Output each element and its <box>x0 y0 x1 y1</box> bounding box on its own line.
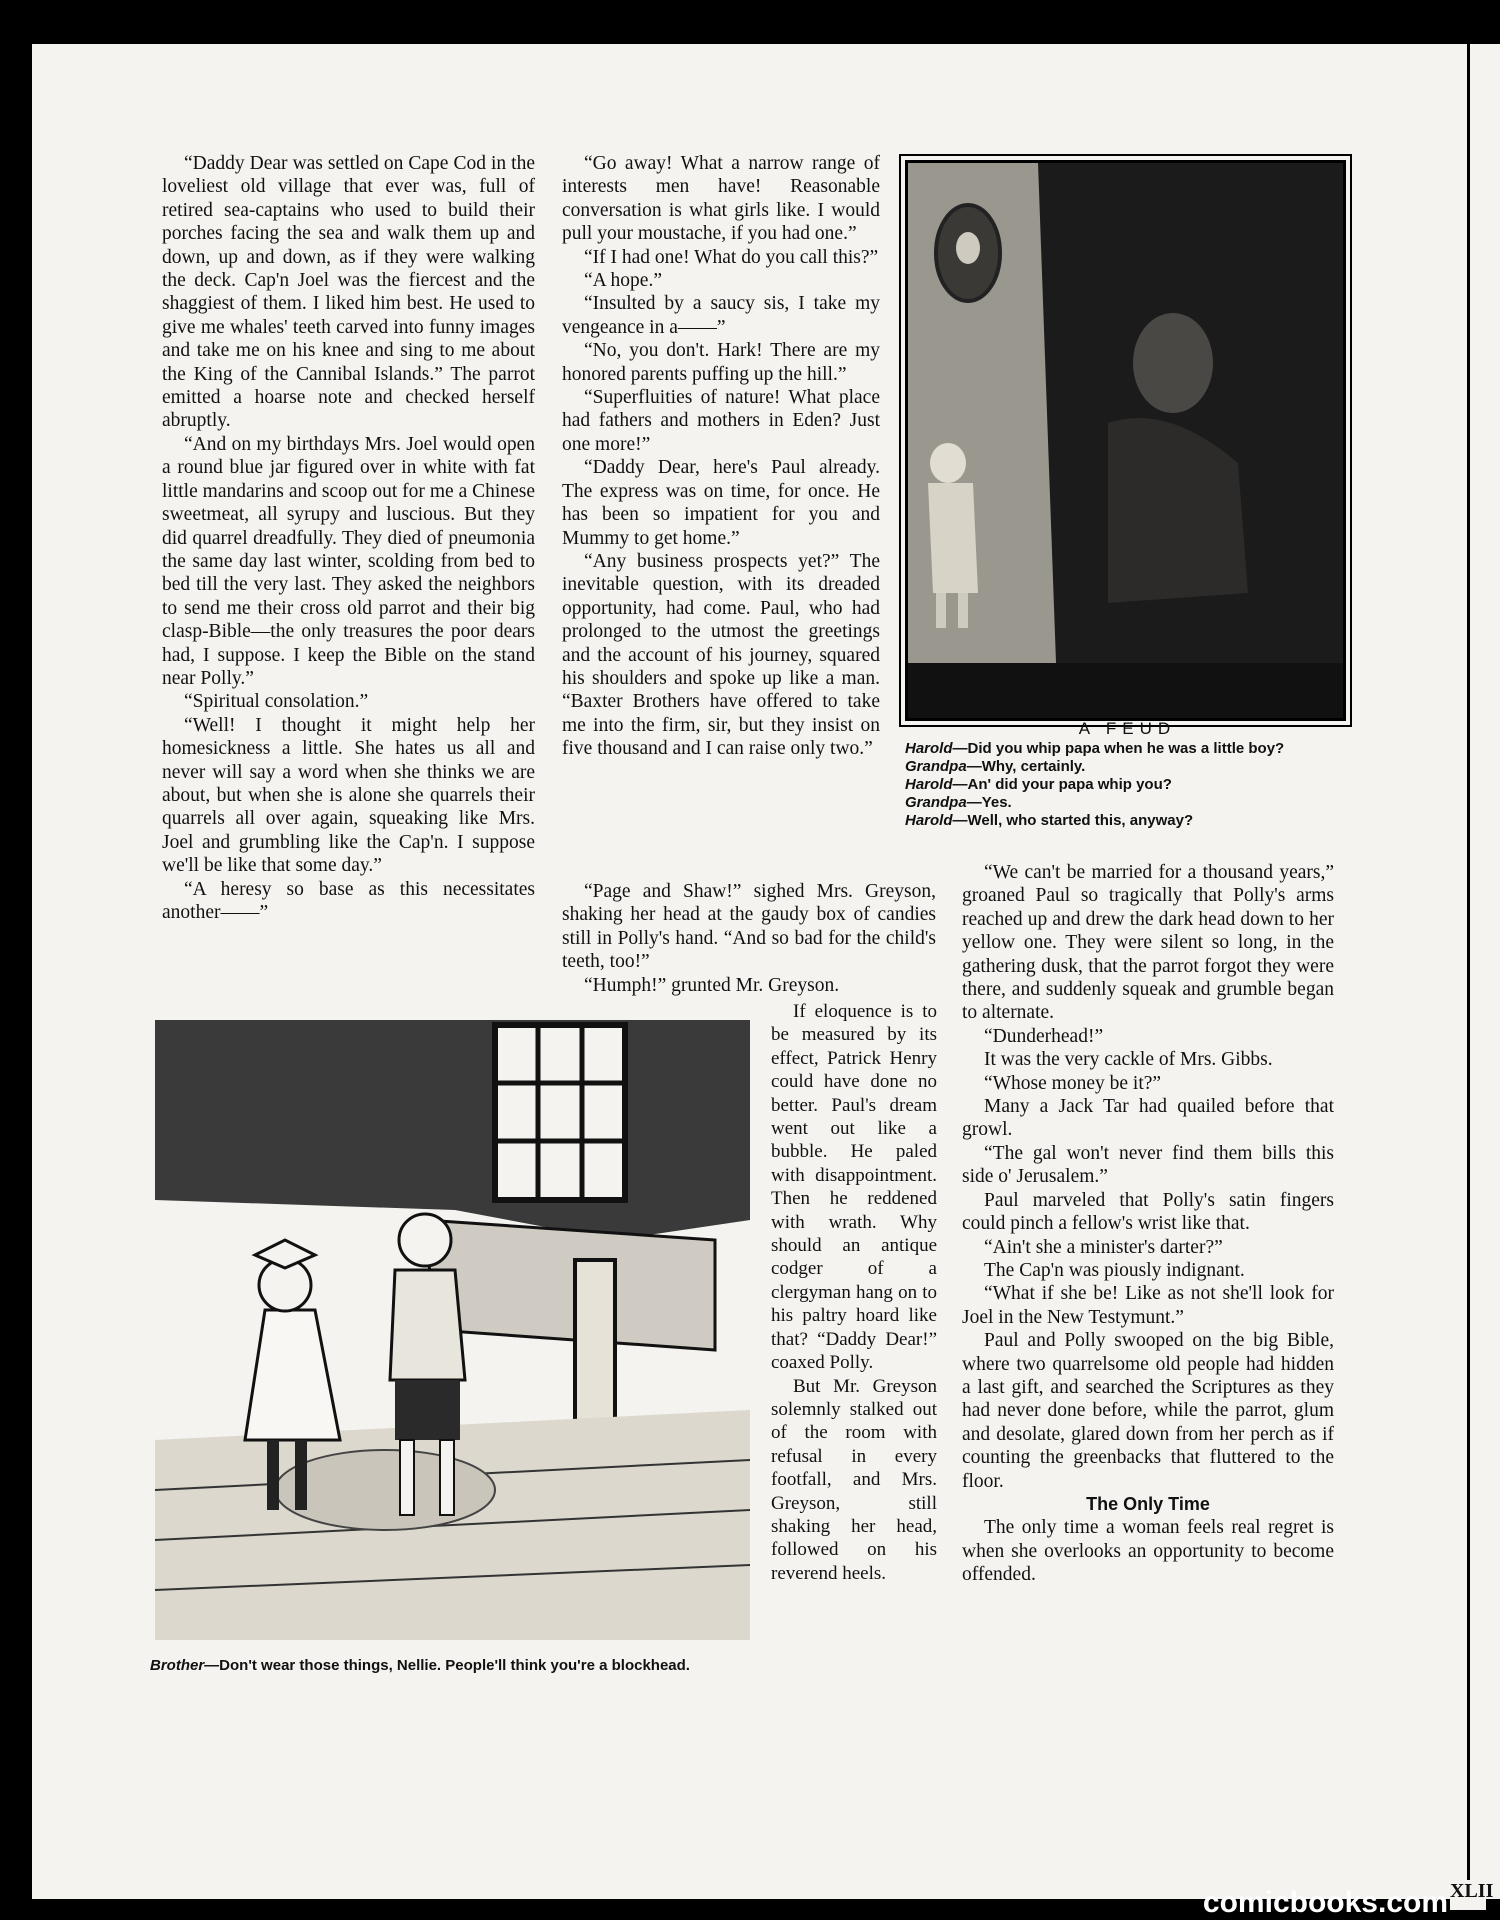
paragraph: “Insulted by a saucy sis, I take my vengeance in a——” <box>562 293 880 338</box>
dialogue-line <box>905 776 1350 794</box>
paragraph: But Mr. Greyson solemnly stalked out of the room with refusal in every footfall, and Mrs. Greyson, still shaking her head, followed on his reverend heels. <box>771 1375 937 1584</box>
dialogue-line <box>905 740 1350 758</box>
feud-illustration <box>905 160 1346 721</box>
page-number: XLII <box>1450 1880 1486 1910</box>
section-heading: The Only Time <box>1086 1493 1210 1514</box>
watermark: comicbooks.com <box>1202 1886 1448 1919</box>
paragraph: Many a Jack Tar had quailed before that growl. <box>962 1096 1334 1141</box>
paragraph: “A heresy so base as this necessitates another——” <box>162 878 535 923</box>
dialogue-text: —Did you whip papa when he was a little boy? <box>952 740 1285 757</box>
speaker: Grandpa <box>905 794 967 811</box>
paragraph: “Daddy Dear was settled on Cape Cod in the loveliest old village that ever was, full of retired sea-captains who used to build their porches facing the sea and walk them up and down, up and down, as if they were walking the deck. Cap'n Joel was the fiercest and the shaggiest of them. I liked him best. He used to give me whales' teeth carved into funny images and take me on his knee and sing to me about the King of the Cannibal Islands.” The parrot emitted a hoarse note and checked herself abruptly. <box>162 153 535 432</box>
dialogue-text: —Yes. <box>966 794 1012 811</box>
column-2 <box>562 152 880 761</box>
next-page-edge <box>1467 44 1500 1899</box>
paragraph: If eloquence is to be measured by its effect, Patrick Henry could have done no better. Paul's dream went out like a bubble. He paled with disappointment. Then he reddened with wrath. Why should an antique codger of a clergyman hang on to his paltry hoard like that? “Daddy Dear!” coaxed Polly. <box>771 1001 937 1374</box>
workshop-illustration <box>155 1020 750 1640</box>
workshop-caption <box>150 1657 760 1674</box>
paragraph: Paul marveled that Polly's satin fingers could pinch a fellow's wrist like that. <box>962 1189 1334 1235</box>
paragraph: The only time a woman feels real regret is when she overlooks an opportunity to become offended. <box>962 1517 1334 1586</box>
dialogue-line <box>905 758 1350 776</box>
paragraph: “Superfluities of nature! What place had fathers and mothers in Eden? Just one more!” <box>562 387 880 455</box>
dialogue-line <box>905 794 1350 812</box>
speaker: Grandpa <box>905 758 967 775</box>
column-3-narrow <box>771 1000 937 1585</box>
workshop-drawing <box>155 1020 750 1640</box>
dialogue-text: —Why, certainly. <box>966 758 1086 775</box>
paragraph: “Page and Shaw!” sighed Mrs. Greyson, shaking her head at the gaudy box of candies still in Polly's hand. “And so bad for the child's teeth, too!” <box>562 881 936 973</box>
dialogue-text: —An' did your papa whip you? <box>952 776 1172 793</box>
feud-caption <box>905 720 1350 830</box>
column-1 <box>162 152 535 924</box>
paragraph: “What if she be! Like as not she'll look for Joel in the New Testymunt.” <box>962 1283 1334 1328</box>
speaker: Harold <box>905 776 953 793</box>
paragraph: “Go away! What a narrow range of interests men have! Reasonable conversation is what girls like. I would pull your moustache, if you had one.” <box>562 153 880 245</box>
paragraph: “Any business prospects yet?” The inevitable question, with its dreaded opportunity, had come. Paul, who had prolonged to the utmost the greetings and the account of his journey, squared his shoulders and spoke up like a man. “Baxter Brothers have offered to take me into the firm, sir, but they insist on five thousand and I can raise only two.” <box>562 550 880 760</box>
dialogue-text: —Well, who started this, anyway? <box>952 812 1194 829</box>
caption-text: —Don't wear those things, Nellie. People'll think you're a blockhead. <box>204 1657 690 1674</box>
paragraph: “Spiritual consolation.” <box>184 691 369 713</box>
feud-title: A FEUD <box>1078 719 1177 738</box>
paragraph: “We can't be married for a thousand years,” groaned Paul so tragically that Polly's arms reached up and drew the dark head down to her yellow one. They were silent so long, in the gathering dusk, that the parrot forgot they were there, and suddenly squeak and grumble began to alternate. <box>962 862 1334 1024</box>
paragraph: “Dunderhead!” <box>984 1025 1104 1047</box>
paragraph: “Daddy Dear, here's Paul already. The express was on time, for once. He has been so impatient for you and Mummy to get home.” <box>562 457 880 549</box>
dialogue-line <box>905 812 1350 830</box>
paragraph: “The gal won't never find them bills this side o' Jerusalem.” <box>962 1142 1334 1188</box>
paragraph: The Cap'n was piously indignant. <box>984 1259 1245 1281</box>
speaker: Harold <box>905 812 953 829</box>
paragraph: “Whose money be it?” <box>984 1072 1162 1094</box>
paragraph: Paul and Polly swooped on the big Bible, where two quarrelsome old people had hidden a last gift, and searched the Scriptures as they had never done before, while the parrot, glum and desolate, glared down from her perch as if counting the greenbacks that fluttered to the floor. <box>962 1330 1334 1492</box>
paragraph: “Well! I thought it might help her homesickness a little. She hates us all and never will say a word when she thinks we are about, but when she is alone she quarrels their quarrels all over again, squeaking like Mrs. Joel and grumbling like the Cap'n. I suppose we'll be like that some day.” <box>162 714 535 877</box>
paragraph: “If I had one! What do you call this?” <box>584 246 879 268</box>
column-2-continued <box>562 880 936 997</box>
paragraph: “Humph!” grunted Mr. Greyson. <box>584 974 840 996</box>
speaker: Brother <box>150 1657 205 1674</box>
speaker: Harold <box>905 740 953 757</box>
feud-drawing <box>908 163 1343 718</box>
paragraph: “Ain't she a minister's darter?” <box>984 1236 1223 1258</box>
column-4 <box>962 861 1334 1587</box>
paragraph: “No, you don't. Hark! There are my honored parents puffing up the hill.” <box>562 340 880 385</box>
paragraph: “A hope.” <box>584 270 662 292</box>
paragraph: It was the very cackle of Mrs. Gibbs. <box>984 1049 1273 1071</box>
paragraph: “And on my birthdays Mrs. Joel would open a round blue jar figured over in white with fat little mandarins and scoop out for me a Chinese sweetmeat, all syrupy and luscious. But they did quarrel dreadfully. They died of pneumonia the same day last winter, scolding from bed to bed till the very last. They asked the neighbors to send me their cross old parrot and their big clasp-Bible—the only treasures the poor dears had, I suppose. I keep the Bible on the stand near Polly.” <box>162 433 535 689</box>
